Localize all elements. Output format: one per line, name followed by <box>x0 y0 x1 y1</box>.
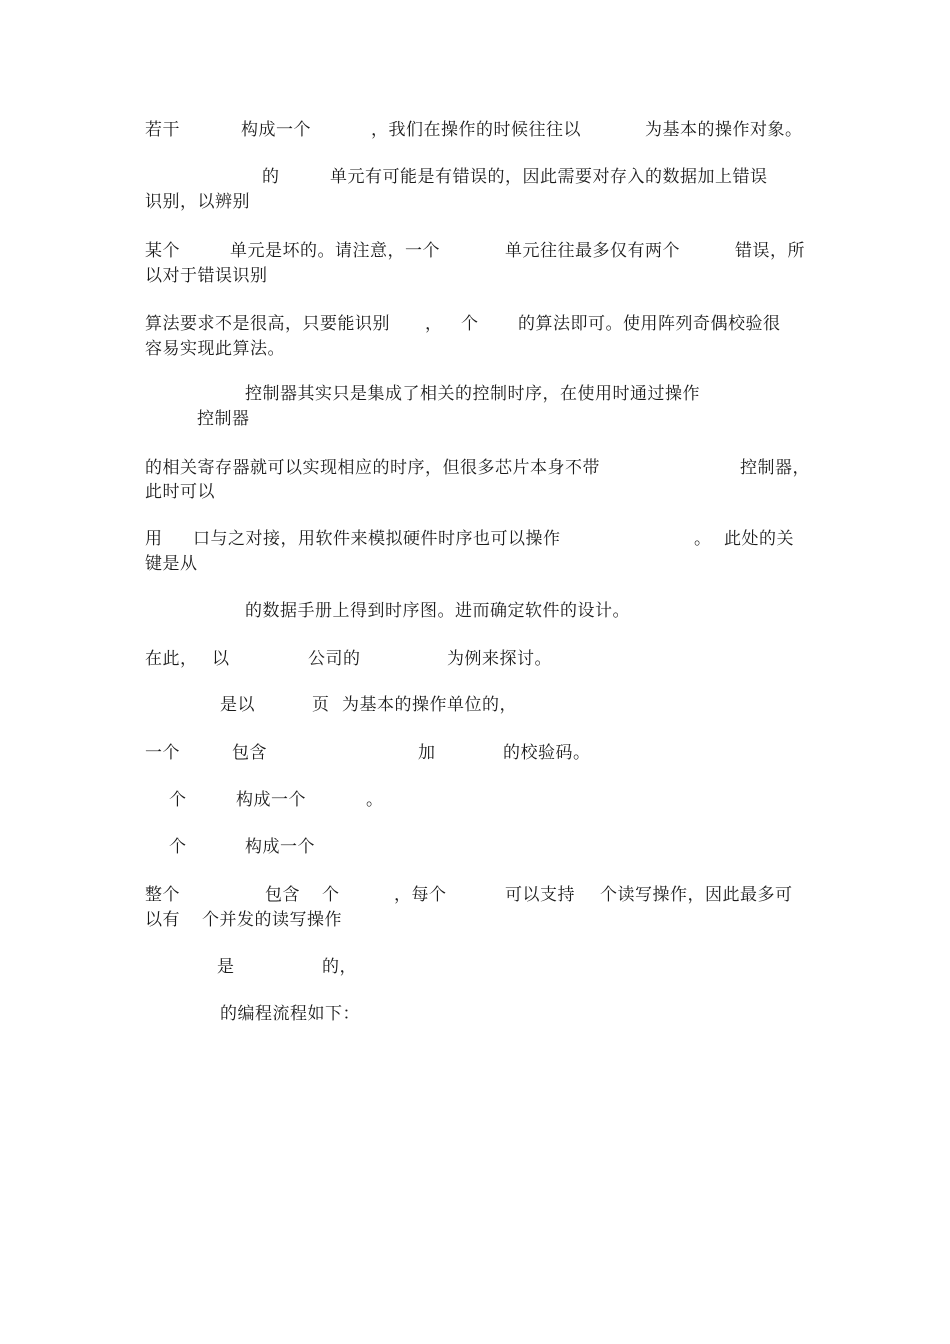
text-fragment: 是 <box>217 957 235 977</box>
text-fragment: 包含 <box>232 743 267 763</box>
text-fragment: 个并发的读写操作 <box>202 910 342 930</box>
text-fragment: 容易实现此算法。 <box>145 339 285 359</box>
text-fragment: 的， <box>322 957 357 977</box>
text-fragment: 在此， <box>145 649 198 669</box>
text-fragment: ，我们在操作的时候往往以 <box>371 120 581 140</box>
text-fragment: 错误，所 <box>735 241 805 261</box>
text-fragment: 的 <box>262 167 280 187</box>
text-fragment: 。 <box>694 529 712 549</box>
text-fragment: 为基本的操作单位的， <box>342 695 517 715</box>
text-fragment: 个 <box>169 837 187 857</box>
text-fragment: 页 <box>312 695 330 715</box>
text-fragment: 公司的 <box>308 649 361 669</box>
text-fragment: 控制器 <box>197 409 250 429</box>
text-fragment: 的相关寄存器就可以实现相应的时序，但很多芯片本身不带 <box>145 458 600 478</box>
text-fragment: 用 <box>145 529 163 549</box>
text-fragment: 加 <box>418 743 436 763</box>
text-fragment: 此处的关 <box>724 529 794 549</box>
text-fragment: 识别，以辨别 <box>145 192 250 212</box>
text-fragment: 单元有可能是有错误的，因此需要对存入的数据加上错误 <box>330 167 768 187</box>
text-fragment: 构成一个 <box>245 837 315 857</box>
text-fragment: 个 <box>461 314 479 334</box>
text-fragment: 构成一个 <box>236 790 306 810</box>
text-fragment: 的数据手册上得到时序图。进而确定软件的设计。 <box>245 601 630 621</box>
text-fragment: 此时可以 <box>145 482 215 502</box>
text-fragment: 整个 <box>145 885 180 905</box>
text-fragment: 一个 <box>145 743 180 763</box>
text-fragment: 可以支持 <box>505 885 575 905</box>
text-fragment: 控制器其实只是集成了相关的控制时序，在使用时通过操作 <box>245 384 700 404</box>
text-fragment: 个 <box>169 790 187 810</box>
text-fragment: 单元是坏的。请注意，一个 <box>230 241 440 261</box>
text-fragment: 单元往往最多仅有两个 <box>505 241 680 261</box>
text-fragment: 构成一个 <box>241 120 311 140</box>
text-fragment: 个 <box>322 885 340 905</box>
text-fragment: 控制器， <box>740 458 810 478</box>
text-fragment: 包含 <box>265 885 300 905</box>
text-fragment: 以有 <box>145 910 180 930</box>
text-fragment: 是以 <box>220 695 255 715</box>
text-fragment: 若干 <box>145 120 180 140</box>
text-fragment: ，每个 <box>394 885 447 905</box>
text-fragment: 算法要求不是很高，只要能识别 <box>145 314 390 334</box>
text-fragment: 以对于错误识别 <box>145 266 268 286</box>
text-fragment: 个读写操作，因此最多可 <box>600 885 793 905</box>
text-fragment: 的算法即可。使用阵列奇偶校验很 <box>518 314 781 334</box>
text-fragment: 以 <box>212 649 230 669</box>
text-fragment: 某个 <box>145 241 180 261</box>
text-fragment: ， <box>425 314 443 334</box>
text-fragment: 的编程流程如下： <box>220 1004 360 1024</box>
text-fragment: 为基本的操作对象。 <box>645 120 803 140</box>
text-fragment: 的校验码。 <box>503 743 591 763</box>
text-fragment: 。 <box>366 790 384 810</box>
text-fragment: 口与之对接，用软件来模拟硬件时序也可以操作 <box>193 529 561 549</box>
text-fragment: 为例来探讨。 <box>447 649 552 669</box>
text-fragment: 键是从 <box>145 554 198 574</box>
